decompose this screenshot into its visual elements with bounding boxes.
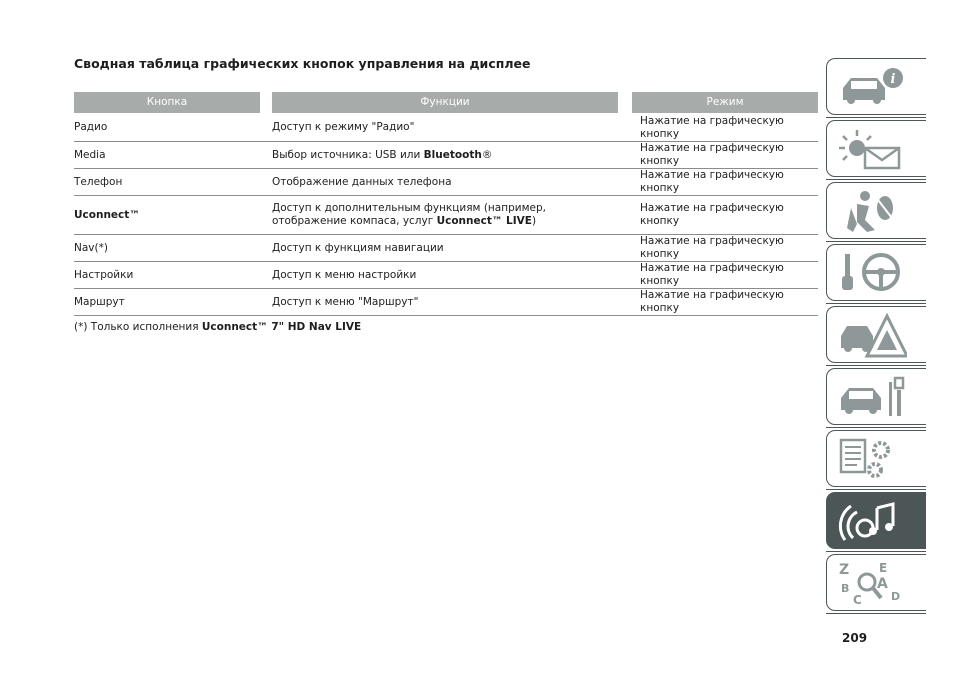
header-functions-col: Функции: [272, 92, 618, 113]
alphabetical-index-search-icon: [837, 560, 907, 606]
svg-text:E: E: [879, 561, 888, 575]
seat-airbag-safety-icon: [837, 188, 907, 234]
tab-multimedia[interactable]: [826, 492, 926, 549]
svg-text:D: D: [891, 590, 901, 603]
tab-emergency[interactable]: [826, 306, 926, 363]
technical-data-gear-icon: [837, 436, 907, 482]
row-mode: Нажатие на графическую кнопку: [640, 202, 784, 227]
table-row: [74, 114, 818, 142]
row-function: Доступ к меню настройки: [272, 268, 417, 281]
row-button: Настройки: [74, 268, 134, 281]
row-function: Выбор источника: USB или Bluetooth®: [272, 148, 493, 161]
row-mode: Нажатие на графическую кнопку: [640, 289, 784, 314]
table-row: [74, 262, 818, 289]
row-button: Nav(*): [74, 241, 108, 254]
svg-text:B: B: [841, 582, 850, 595]
header-button-col: Кнопка: [74, 92, 260, 113]
row-button: Телефон: [74, 175, 123, 188]
row-button: Uconnect™: [74, 208, 140, 221]
row-function: Доступ к функциям навигации: [272, 241, 444, 254]
svg-text:i: i: [890, 72, 896, 87]
tab-maintenance[interactable]: [826, 368, 926, 425]
header-mode-col: Режим: [632, 92, 818, 113]
row-mode: Нажатие на графическую кнопку: [640, 235, 784, 260]
car-warning-triangle-icon: [837, 312, 907, 358]
row-button: Радио: [74, 121, 108, 133]
table-row: [74, 142, 818, 169]
page-number: 209: [842, 631, 868, 645]
row-mode: Нажатие на графическую кнопку: [640, 142, 784, 167]
svg-text:Z: Z: [839, 562, 850, 578]
table-header: [74, 92, 818, 113]
tab-safety[interactable]: [826, 182, 926, 239]
multimedia-music-note-icon: [837, 498, 907, 544]
key-steering-wheel-icon: [837, 250, 907, 296]
row-button: Media: [74, 148, 106, 161]
table-row: [74, 196, 818, 235]
svg-text:C: C: [853, 593, 862, 606]
svg-text:A: A: [877, 576, 888, 592]
table-row: [74, 235, 818, 262]
row-mode: Нажатие на графическую кнопку: [640, 114, 784, 140]
tab-starting-driving[interactable]: [826, 244, 926, 301]
tab-dashboard-lights[interactable]: [826, 120, 926, 177]
row-mode: Нажатие на графическую кнопку: [640, 262, 784, 287]
car-tools-icon: [837, 374, 907, 420]
table-row: [74, 169, 818, 196]
car-info-icon: [837, 64, 907, 110]
tab-technical-data[interactable]: [826, 430, 926, 487]
row-button: Маршрут: [74, 295, 125, 308]
dashboard-lights-message-icon: [837, 126, 907, 172]
row-function: Доступ к режиму "Радио": [272, 121, 415, 133]
row-mode: Нажатие на графическую кнопку: [640, 169, 784, 194]
page-title: Сводная таблица графических кнопок управления на дисплее: [74, 56, 531, 71]
row-function: Доступ к меню "Маршрут": [272, 295, 419, 308]
table-row: [74, 289, 818, 316]
row-function: Доступ к дополнительным функциям (например, отображение компаса, услуг Uconnect™ LIVE): [272, 202, 546, 227]
tab-index[interactable]: [826, 554, 926, 611]
footnote: (*) Только исполнения Uconnect™ 7" HD Nav LIVE: [74, 321, 362, 333]
tab-car-info[interactable]: [826, 58, 926, 115]
row-function: Отображение данных телефона: [272, 175, 452, 188]
